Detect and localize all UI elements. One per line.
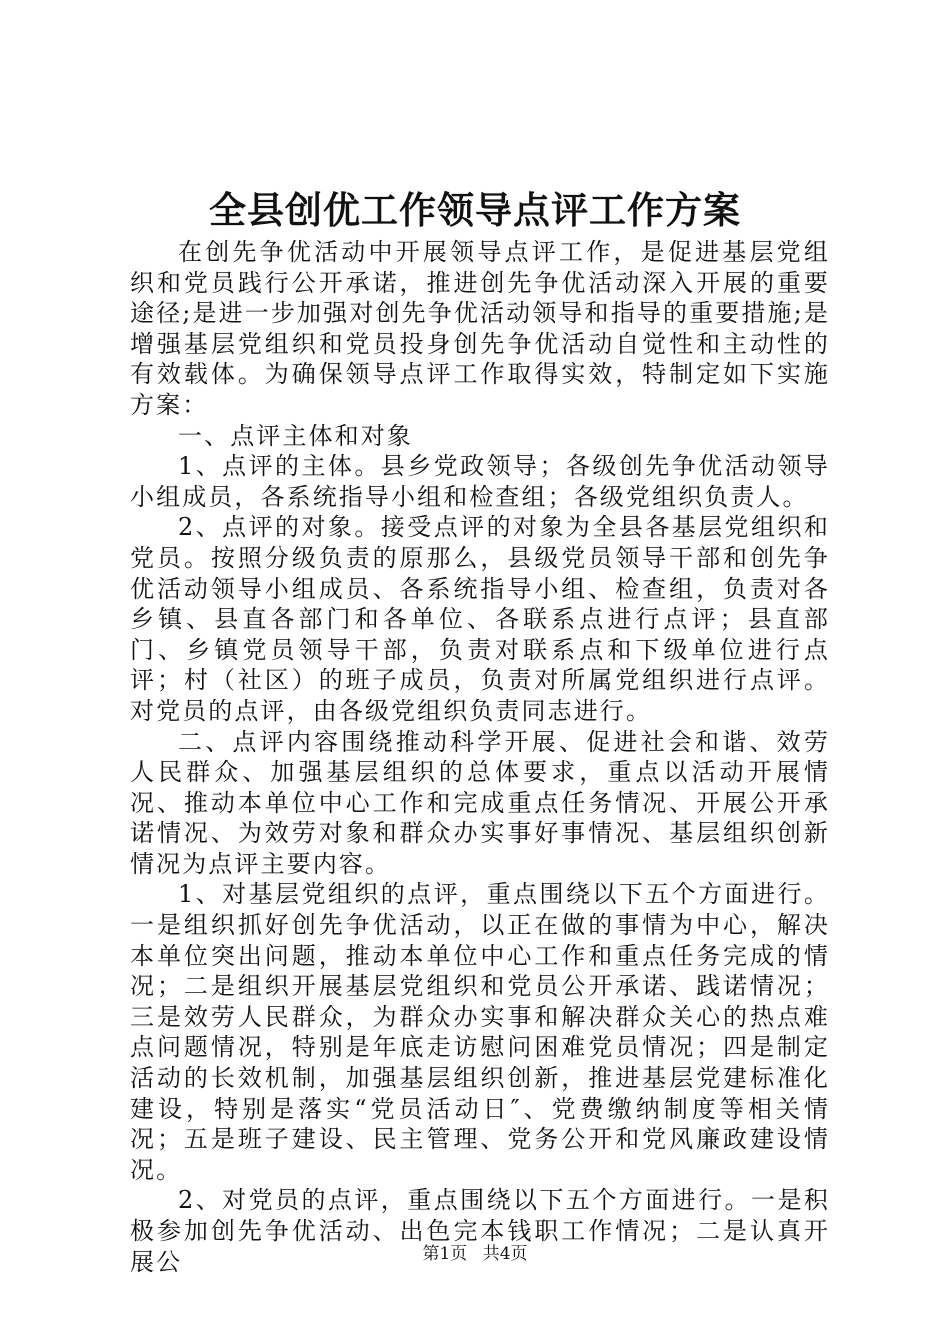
paragraph-intro: 在创先争优活动中开展领导点评工作，是促进基层党组织和党员践行公开承诺，推进创先争优活动深入开展的重要途径;是进一步加强对创先争优活动领导和指导的重要措施;是增强基层党组织和党员投身创先争优活动自觉性和主动性的有效载体。为确保领导点评工作取得实效，特制定如下实施方案： bbox=[130, 238, 830, 419]
page-number: 第1页 bbox=[422, 1244, 468, 1264]
paragraph-subject: 1、点评的主体。县乡党政领导；各级创先争优活动领导小组成员，各系统指导小组和检查组；各级党组织负责人。 bbox=[130, 452, 830, 511]
paragraph-object: 2、点评的对象。接受点评的对象为全县各基层党组织和党员。按照分级负责的原那么，县级党员领导干部和创先争优活动领导小组成员、各系统指导小组、检查组，负责对各乡镇、县直各部门和各单位、各联系点进行点评；县直部门、乡镇党员领导干部，负责对联系点和下级单位进行点评；村（社区）的班子成员，负责对所属党组织进行点评。对党员的点评，由各级党组织负责同志进行。 bbox=[130, 513, 830, 725]
page-total: 共4页 bbox=[482, 1244, 528, 1264]
section-heading-2: 二、点评内容围绕推动科学开展、促进社会和谐、效劳人民群众、加强基层组织的总体要求，重点以活动开展情况、推动本单位中心工作和完成重点任务情况、开展公开承诺情况、为效劳对象和群众办实事好事情况、基层组织创新情况为点评主要内容。 bbox=[130, 727, 830, 878]
document-title: 全县创优工作领导点评工作方案 bbox=[209, 188, 741, 232]
page-footer bbox=[0, 1243, 950, 1265]
paragraph-member-review: 2、对党员的点评，重点围绕以下五个方面进行。一是积极参加创先争优活动、出色完本钱职工作情况；二是认真开展公 bbox=[130, 1186, 830, 1276]
document-body bbox=[130, 237, 830, 1277]
section-heading-1: 一、点评主体和对象 bbox=[178, 421, 413, 450]
paragraph-org-review: 1、对基层党组织的点评，重点围绕以下五个方面进行。一是组织抓好创先争优活动，以正在做的事情为中心，解决本单位突出问题，推动本单位中心工作和重点任务完成的情况；二是组织开展基层党组织和党员公开承诺、践诺情况；三是效劳人民群众，为群众办实事和解决群众关心的热点难点问题情况，特别是年底走访慰问困难党员情况；四是制定活动的长效机制，加强基层组织创新，推进基层党建标准化建设，特别是落实“党员活动日″、党费缴纳制度等相关情况；五是班子建设、民主管理、党务公开和党风廉政建设情况。 bbox=[130, 880, 830, 1184]
